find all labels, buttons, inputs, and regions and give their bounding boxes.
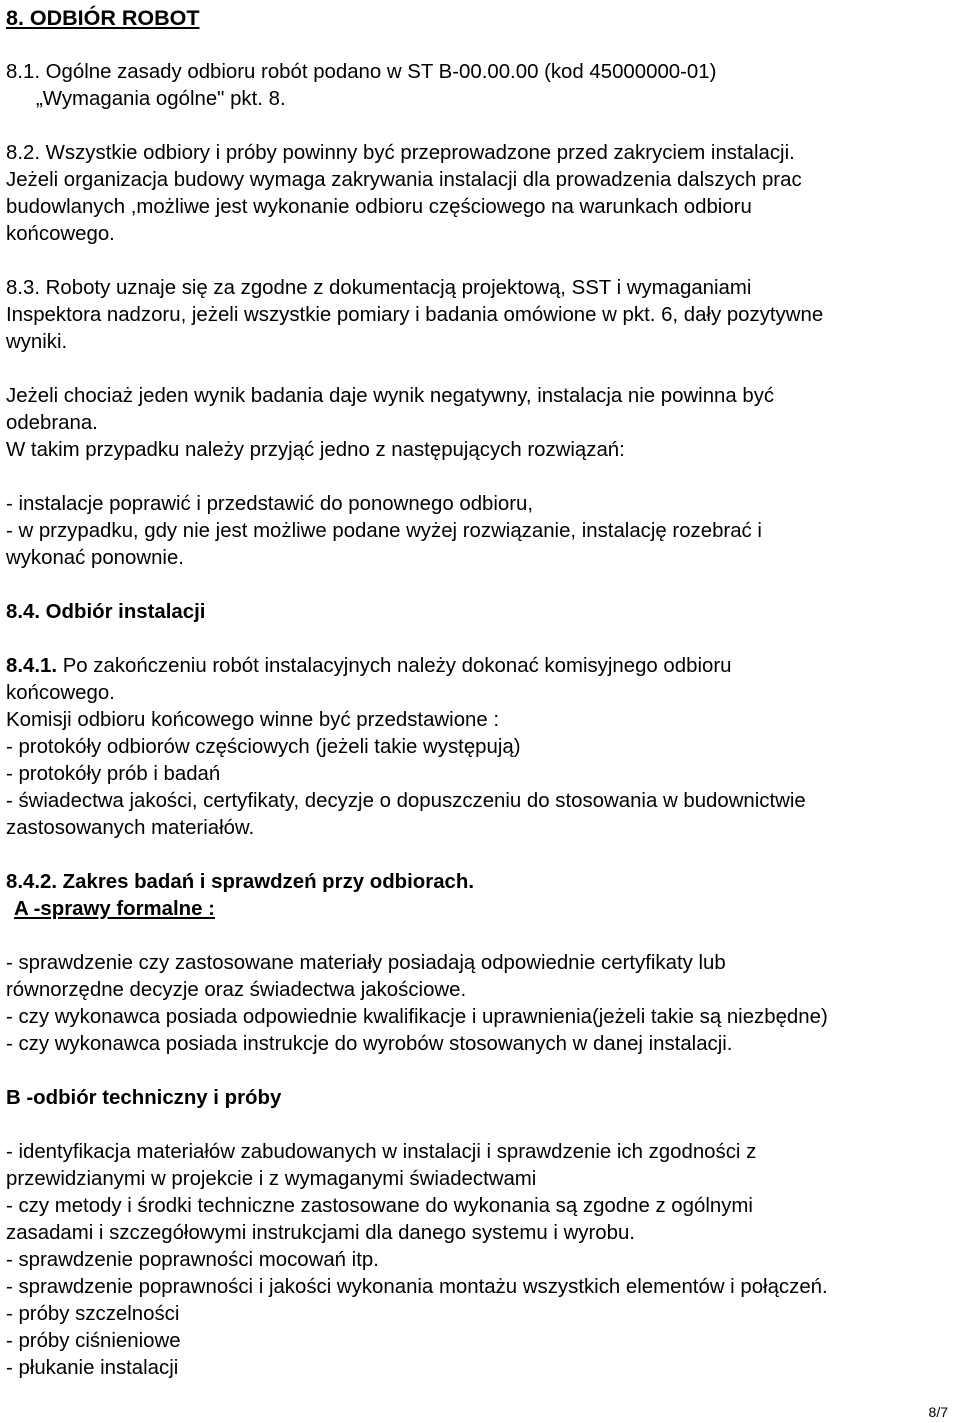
paragraph-8-2-line-1: 8.2. Wszystkie odbiory i próby powinny być przeprowadzone przed zakryciem instalacji. — [6, 142, 795, 164]
paragraph-8-4-1-text: Po zakończeniu robót instalacyjnych należy dokonać komisyjnego odbioru — [57, 655, 732, 677]
paragraph-8-2-line-2: Jeżeli organizacja budowy wymaga zakrywania instalacji dla prowadzenia dalszych prac — [6, 169, 802, 191]
formal-item-1-line-1: - sprawdzenie czy zastosowane materiały posiadają odpowiednie certyfikaty lub — [6, 952, 726, 974]
solution-item-1: - instalacje poprawić i przedstawić do ponownego odbioru, — [6, 493, 534, 515]
solutions-intro: W takim przypadku należy przyjąć jedno z następujących rozwiązań: — [6, 439, 625, 461]
technical-item-1-line-2: przewidzianymi w projekcie i z wymaganymi świadectwami — [6, 1168, 537, 1190]
negative-result-line-2: odebrana. — [6, 412, 98, 434]
paragraph-8-2-line-4: końcowego. — [6, 223, 115, 245]
group-heading-b: B -odbiór techniczny i próby — [6, 1087, 282, 1109]
technical-item-2-line-2: zasadami i szczegółowymi instrukcjami dla danego systemu i wyrobu. — [6, 1222, 635, 1244]
technical-item-7: - płukanie instalacji — [6, 1357, 179, 1379]
solution-item-2-line-2: wykonać ponownie. — [6, 547, 184, 569]
technical-item-4: - sprawdzenie poprawności i jakości wykonania montażu wszystkich elementów i połączeń. — [6, 1276, 828, 1298]
document-item-3-line-1: - świadectwa jakości, certyfikaty, decyzje o dopuszczeniu do stosowania w budownictwie — [6, 790, 806, 812]
subsection-heading-8-4-2: 8.4.2. Zakres badań i sprawdzeń przy odbiorach. — [6, 871, 474, 893]
commission-intro: Komisji odbioru końcowego winne być przedstawione : — [6, 709, 500, 731]
paragraph-8-3-line-2: Inspektora nadzoru, jeżeli wszystkie pomiary i badania omówione w pkt. 6, dały pozytywne — [6, 304, 824, 326]
group-heading-a: A -sprawy formalne : — [14, 898, 215, 920]
document-item-2: - protokóły prób i badań — [6, 763, 221, 785]
technical-item-2-line-1: - czy metody i środki techniczne zastosowane do wykonania są zgodne z ogólnymi — [6, 1195, 753, 1217]
negative-result-line-1: Jeżeli chociaż jeden wynik badania daje wynik negatywny, instalacja nie powinna być — [6, 385, 775, 407]
paragraph-8-4-1-number: 8.4.1. — [6, 655, 58, 677]
document-item-3-line-2: zastosowanych materiałów. — [6, 817, 255, 839]
paragraph-8-2-line-3: budowlanych ,możliwe jest wykonanie odbioru częściowego na warunkach odbioru — [6, 196, 752, 218]
technical-item-1-line-1: - identyfikacja materiałów zabudowanych w instalacji i sprawdzenie ich zgodności z — [6, 1141, 757, 1163]
solution-item-2-line-1: - w przypadku, gdy nie jest możliwe podane wyżej rozwiązanie, instalację rozebrać i — [6, 520, 762, 542]
document-item-1: - protokóły odbiorów częściowych (jeżeli takie występują) — [6, 736, 521, 758]
formal-item-2: - czy wykonawca posiada odpowiednie kwalifikacje i uprawnienia(jeżeli takie są niezbędne) — [6, 1006, 828, 1028]
paragraph-8-4-1-line-1 — [6, 654, 731, 678]
subsection-heading-8-4: 8.4. Odbiór instalacji — [6, 601, 206, 623]
paragraph-8-3-line-3: wyniki. — [6, 331, 68, 353]
technical-item-6: - próby ciśnieniowe — [6, 1330, 181, 1352]
paragraph-8-3-line-1: 8.3. Roboty uznaje się za zgodne z dokumentacją projektową, SST i wymaganiami — [6, 277, 752, 299]
technical-item-5: - próby szczelności — [6, 1303, 180, 1325]
page-number: 8/7 — [928, 1404, 948, 1420]
formal-item-3: - czy wykonawca posiada instrukcje do wyrobów stosowanych w danej instalacji. — [6, 1033, 733, 1055]
paragraph-8-4-1-line-2: końcowego. — [6, 682, 115, 704]
paragraph-8-1-line-2: „Wymagania ogólne" pkt. 8. — [36, 88, 286, 110]
technical-item-3: - sprawdzenie poprawności mocowań itp. — [6, 1249, 379, 1271]
formal-item-1-line-2: równorzędne decyzje oraz świadectwa jakościowe. — [6, 979, 467, 1001]
paragraph-8-1-line-1: 8.1. Ogólne zasady odbioru robót podano w ST B-00.00.00 (kod 45000000-01) — [6, 61, 717, 83]
section-heading: 8. ODBIÓR ROBOT — [6, 6, 200, 30]
